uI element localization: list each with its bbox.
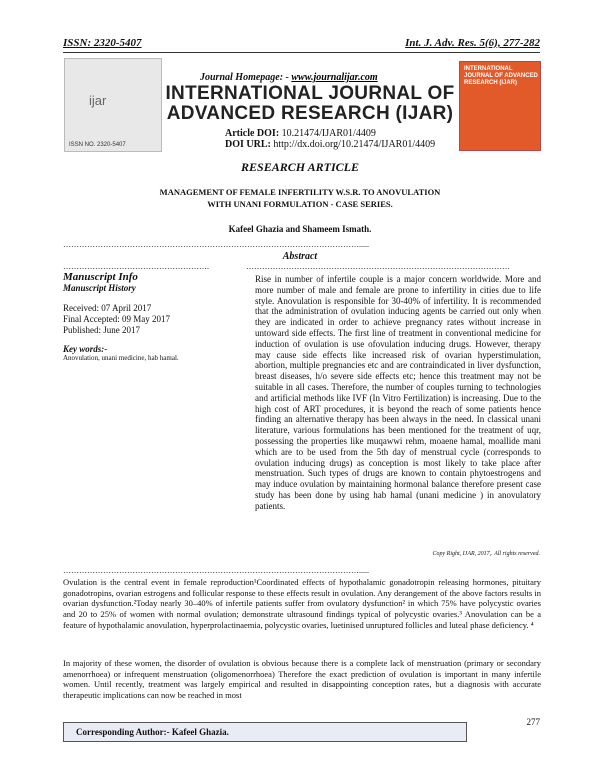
journal-title: INTERNATIONAL JOURNAL OF ADVANCED RESEARCH (IJAR)	[165, 83, 455, 124]
keywords-heading: Key words:-	[63, 344, 108, 354]
body-paragraph-2: In majority of these women, the disorder of ovulation is obvious because there is a complete lack of menstruation (primary or secondary amenorrhoea) or infrequent menstruation (oligomenorrhoea) Therefore the exact prediction of ovulation is important in many infertile women. Until recently, treatment was largely empirical and resulted in disappointing conception rates, but a diagnosis with accurate therapeutic implications can now be reached in most	[63, 658, 541, 701]
manuscript-dates	[63, 303, 223, 336]
abstract-heading: Abstract	[282, 251, 318, 262]
authors: Kafeel Ghazia and Shameem Ismath.	[228, 224, 372, 234]
cover-title: INTERNATIONAL JOURNAL OF ADVANCED RESEARCH (IJAR)	[464, 66, 538, 86]
published-date: Published: June 2017	[63, 325, 141, 335]
doi-url-label: DOI URL:	[225, 139, 271, 150]
article-doi: 10.21474/IJAR01/4409	[281, 128, 376, 139]
header-divider	[63, 52, 540, 53]
dotted-separator-right: ………………………………………………………………………………………	[246, 262, 510, 271]
abstract-text: Rise in number of infertile couple is a major concern worldwide. More and more number of male and female are prone to infertility in cities due to life style. Anovulation is responsible for 30-40% of infertility. It is recommended that the administration of ovulation inducing agents be carried out only when they are indicated in order to achieve pregnancy rates without increase in untoward side effects. The first line of treatment in conventional medicine for induction of ovulation is use ofovulation inducing drugs. However, therapy may cause side effects like increased risk of ovarian hyperstimulation, abortion, multiple pregnancies etc and are contraindicated in liver dysfunction, breast diseases, h/o severe side effects etc; hence this treatment may not be suitable in all cases. Therefore, the number of couples turning to technologies and artificial methods like IVF (In Vitro Fertilization) is increasing. Due to the high cost of ART procedures, it is beyond the reach of some patients hence finding an alternative therapy has been always in the need. In classical unani literature, various formulations has been mentioned for the treatment of uqr, possessing the properties like muqawwi rehm, moaene hamal, moallide mani which are to be used from the 5th day of menstrual cycle (corresponds to ovulation inducing drugs) as conception is most likely to take place after menstruation. Such types of drugs are known to contain phytoestrogens and may induce ovulation by maintaining hormonal balance therefore present case study has been done by using hab hamal (unani medicine ) in anovulatory patients.	[255, 274, 541, 511]
homepage-label: Journal Homepage: -	[200, 72, 292, 83]
dotted-separator: ………………………………………………………………………………………………….....	[63, 240, 369, 249]
keywords: Anovulation, unani medicine, hab hamal.	[63, 354, 179, 362]
journal-homepage	[200, 72, 378, 83]
journal-cover-image	[459, 61, 541, 151]
journal-logo	[64, 58, 162, 152]
paper-title: MANAGEMENT OF FEMALE INFERTILITY W.S.R. TO ANOVULATION WITH UNANI FORMULATION - CASE SERIES.	[159, 187, 441, 209]
logo-text: ijar	[89, 93, 107, 108]
dotted-separator-bottom: ………………………………………………………………………………………………….....	[63, 566, 369, 575]
citation-header: Int. J. Adv. Res. 5(6), 277-282	[405, 37, 540, 49]
received-date: Received: 07 April 2017	[63, 303, 152, 313]
page-number: 277	[526, 717, 540, 727]
doi-url-link[interactable]: http://dx.doi.org/10.21474/IJAR01/4409	[273, 139, 436, 150]
article-type: RESEARCH ARTICLE	[241, 160, 359, 174]
accepted-date: Final Accepted: 09 May 2017	[63, 314, 170, 324]
logo-issn: ISSN NO. 2320-5407	[69, 142, 126, 148]
corresponding-author-box: Corresponding Author:- Kafeel Ghazia.	[63, 722, 467, 742]
doi-block	[225, 128, 435, 150]
homepage-link[interactable]: www.journalijar.com	[291, 72, 378, 83]
issn-header: ISSN: 2320-5407	[63, 37, 142, 49]
manuscript-info-column	[63, 262, 223, 363]
manuscript-history-heading: Manuscript History	[63, 283, 136, 293]
dotted-separator-left: ……………………………………………….	[63, 262, 209, 271]
body-paragraph-1: Ovulation is the central event in female reproduction¹Coordinated effects of hypothalamic gonadotropin releasing hormones, pituitary gonadotropins, ovarian estrogens and follicular response to these effects result in ovulation. Any derangement of the above factors results in ovarian dysfunction.²Today nearly 30–40% of infertile patients suffer from ovulatory dysfunction² in which 75% have polycystic ovaries and 20 to 25% of women with normal ovulation; demonstrate ultrasound findings typical of polycystic ovaries.³ Anovulation can be a feature of hypothalamic anovulation, hyperprolactinaemia, polycystic ovaries, luetinised unruptured follicles and luteal phase deficiency. ⁴	[63, 577, 541, 630]
article-doi-label: Article DOI:	[225, 128, 280, 139]
manuscript-info-heading: Manuscript Info	[63, 271, 138, 283]
copyright-notice: Copy Right, IJAR, 2017,. All rights reserved.	[432, 551, 540, 557]
